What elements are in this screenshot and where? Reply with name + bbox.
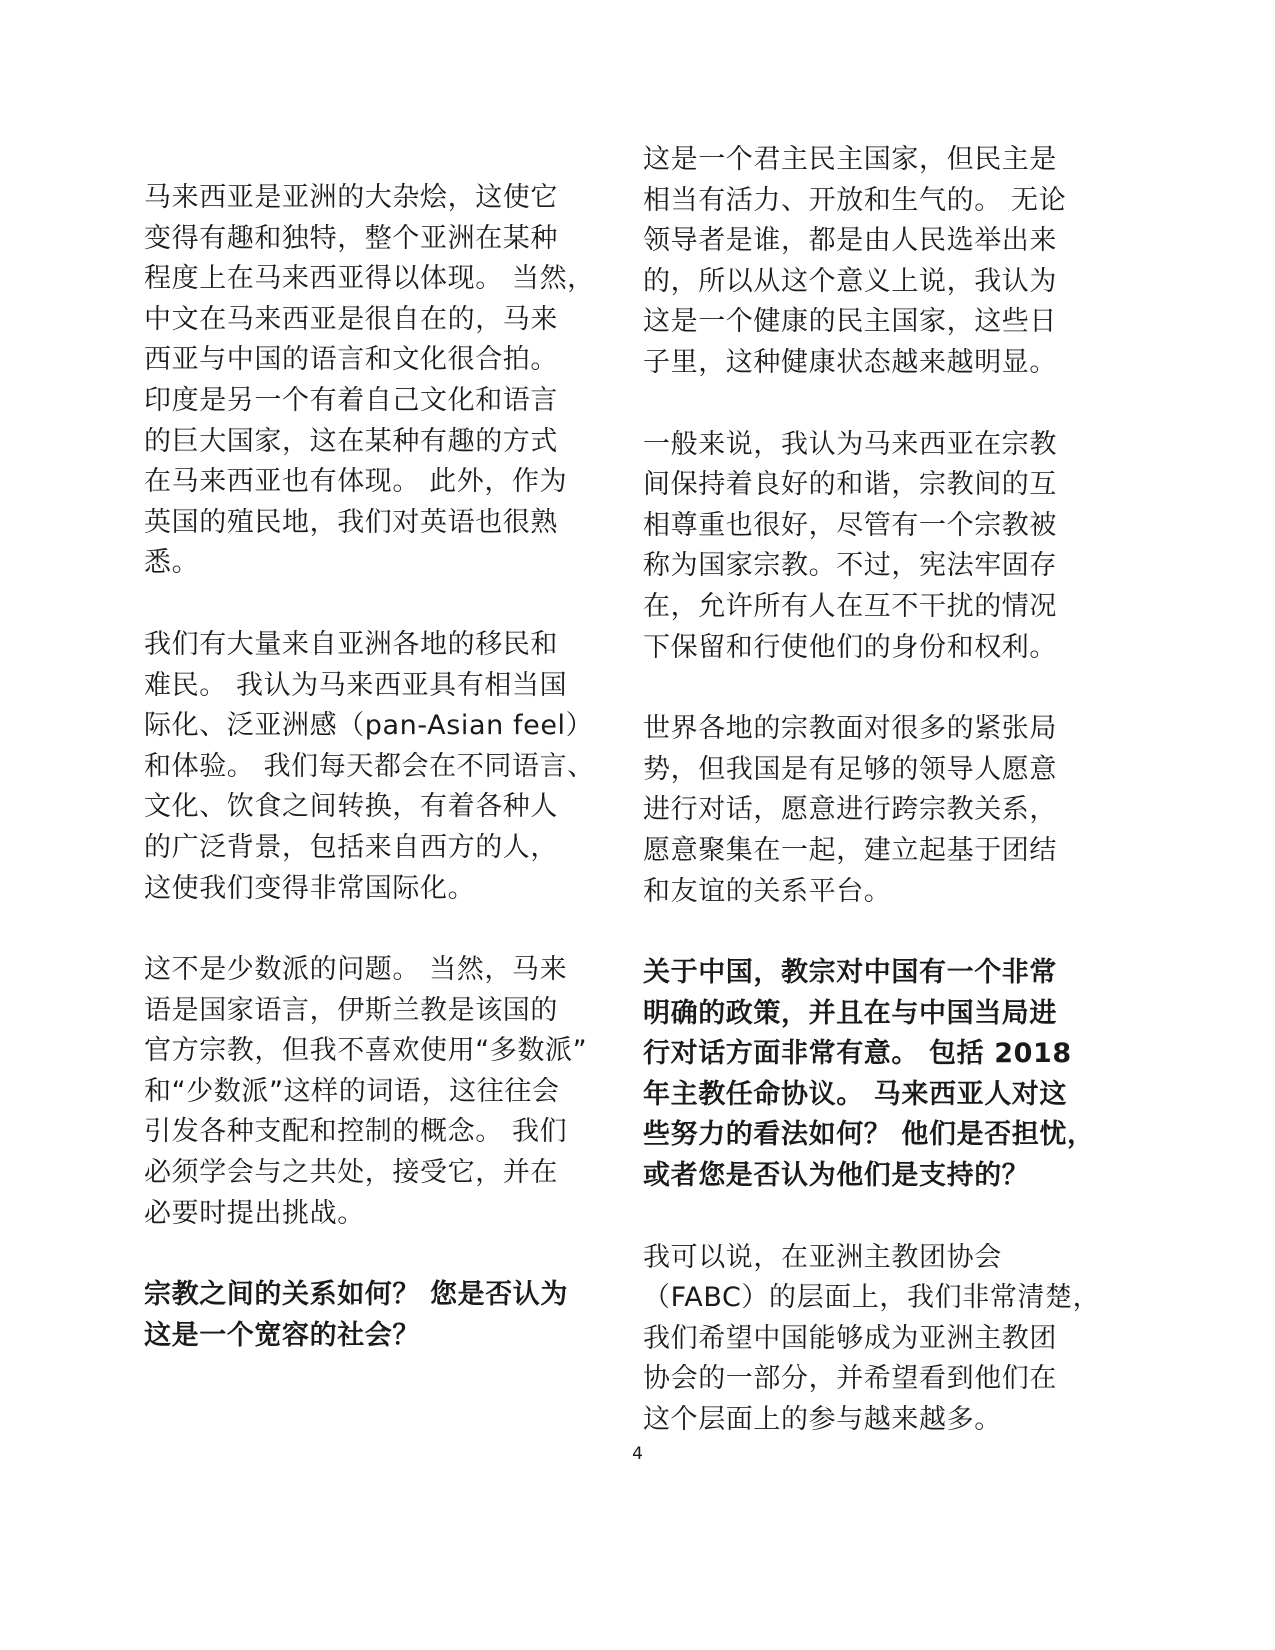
paragraph-religious-harmony: 一般来说，我认为马来西亚在宗教 间保持着良好的和谐，宗教间的互 相尊重也很好，尽管有一个宗教被 称为国家宗教。不过，宪法牢固存 在，允许所有人在互不干扰的情况 下保留和行使他们的身份和权利。: [643, 428, 1057, 663]
paragraph-democracy: 这是一个君主民主国家，但民主是 相当有活力、开放和生气的。 无论 领导者是谁，都是由人民选举出来 的，所以从这个意义上说，我认为 这是一个健康的民主国家，这些日 子里，这种健康状态越来越明显。: [643, 144, 1067, 378]
left-column: [144, 178, 604, 1397]
paragraph-minority-question: 这不是少数派的问题。 当然，马来 语是国家语言，伊斯兰教是该国的 官方宗教，但我不喜欢使用“多数派” 和“少数派”这样的词语，这往往会 引发各种支配和控制的概念。 我们 必须学会与之共处，接受它，并在 必要时提出挑战。: [144, 954, 588, 1229]
question-religious-relations: 宗教之间的关系如何？ 您是否认为 这是一个宽容的社会？: [144, 1279, 568, 1351]
paragraph-migrants-international: 我们有大量来自亚洲各地的移民和 难民。 我认为马来西亚具有相当国 际化、泛亚洲感（pan-Asian feel） 和体验。 我们每天都会在不同语言、 文化、饮食之间转换，有着各种人 的广泛背景，包括来自西方的人， 这使我们变得非常国际化。: [144, 628, 595, 904]
question-china-policy: 关于中国，教宗对中国有一个非常 明确的政策，并且在与中国当局进 行对话方面非常有意。 包括 2018 年主教任命协议。 马来西亚人对这 些努力的看法如何？ 他们是否担忧， 或者您是否认为他们是支持的？: [643, 957, 1095, 1192]
paragraph-dialogue: 世界各地的宗教面对很多的紧张局 势，但我国是有足够的领导人愿意 进行对话，愿意进行跨宗教关系， 愿意聚集在一起，建立起基于团结 和友谊的关系平台。: [643, 713, 1057, 907]
right-column: [643, 140, 1103, 1482]
page-number: 4: [632, 1444, 643, 1464]
paragraph-malaysia-melting-pot: 马来西亚是亚洲的大杂烩，这使它 变得有趣和独特，整个亚洲在某种 程度上在马来西亚得以体现。 当然， 中文在马来西亚是很自在的，马来 西亚与中国的语言和文化很合拍。 印度是另一个有着自己文化和语言 的巨大国家，这在某种有趣的方式 在马来西亚也有体现。 此外，作为 英国的殖民地，我们对英语也很熟 悉。: [144, 182, 595, 579]
paragraph-fabc: 我可以说，在亚洲主教团协会 （FABC）的层面上，我们非常清楚， 我们希望中国能够成为亚洲主教团 协会的一部分，并希望看到他们在 这个层面上的参与越来越多。: [643, 1241, 1101, 1436]
